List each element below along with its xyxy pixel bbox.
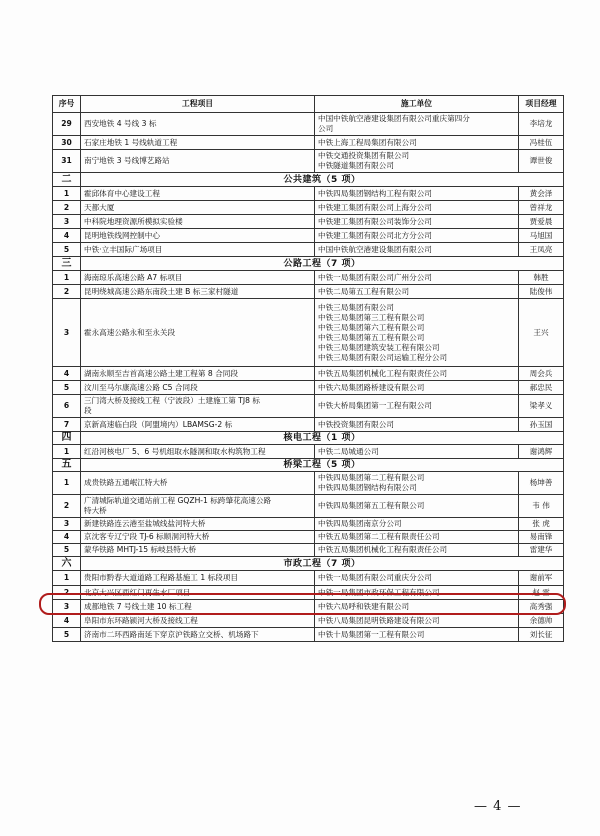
project-name: 天都大厦 xyxy=(81,201,315,215)
construction-unit-line: 中铁五局集团第二工程有限责任公司 xyxy=(318,532,440,541)
table-row xyxy=(53,201,564,215)
project-name: 京沈客专辽宁段 TJ-6 标顺洞河特大桥 xyxy=(81,531,315,544)
construction-unit-line: 中铁四局集团南京分公司 xyxy=(318,519,402,528)
construction-unit xyxy=(315,614,519,628)
construction-unit-line: 中铁二局第五工程有限公司 xyxy=(318,286,410,296)
table-row xyxy=(53,628,564,642)
row-number: 1 xyxy=(53,472,81,495)
project-table xyxy=(52,95,564,642)
project-name: 北京大兴区西红门再生水厂项目 xyxy=(81,586,315,600)
table-row xyxy=(53,518,564,531)
row-number: 6 xyxy=(53,395,81,418)
construction-unit-line: 中铁建工集团有限公司北方分公司 xyxy=(318,230,432,240)
project-name-line: 广清城际轨道交通站前工程 GQZH-1 标跨肇花高速公路 xyxy=(84,496,272,505)
project-manager: 曾祥龙 xyxy=(519,201,564,215)
project-name: 济南市二环西路南延下穿京沪铁路立交桥、机场路下 xyxy=(81,628,315,642)
construction-unit-line: 中铁四局集团钢结构有限公司 xyxy=(318,483,417,492)
section-title: 核电工程（1 项） xyxy=(81,432,564,445)
row-number: 2 xyxy=(53,201,81,215)
project-manager: 杨坤善 xyxy=(519,472,564,495)
project-manager: 谢鸿辉 xyxy=(519,445,564,459)
project-name: 中铁·立丰国际广场项目 xyxy=(81,243,315,257)
construction-unit-line: 中铁五局集团机械化工程有限责任公司 xyxy=(318,545,448,554)
construction-unit-line: 中铁八局集团昆明铁路建设有限公司 xyxy=(318,615,440,625)
construction-unit-line: 中铁一局集团市政环保工程有限公司 xyxy=(318,587,440,597)
construction-unit xyxy=(315,367,519,381)
section-number: 二 xyxy=(53,173,81,187)
construction-unit-line: 中铁十局集团第一工程有限公司 xyxy=(318,629,425,639)
construction-unit-line: 中铁四局集团钢结构工程有限公司 xyxy=(318,188,432,198)
construction-unit xyxy=(315,518,519,531)
table-row xyxy=(53,531,564,544)
project-manager: 黄会泽 xyxy=(519,187,564,201)
row-number: 2 xyxy=(53,586,81,600)
project-name: 汶川至马尔康高速公路 C5 合同段 xyxy=(81,381,315,395)
project-name: 红沿河核电厂 5、6 号机组取水隧洞和取水构筑物工程 xyxy=(81,445,315,459)
construction-unit-line: 中铁交通投资集团有限公司 xyxy=(318,151,410,160)
project-name: 石家庄地铁 1 号线轨道工程 xyxy=(81,136,315,150)
construction-unit-line: 中铁三局集团第五工程有限公司 xyxy=(318,332,425,342)
row-number: 3 xyxy=(53,299,81,367)
project-name: 昆明绕城高速公路东南段土建 B 标三家村隧道 xyxy=(81,285,315,299)
header-manager: 项目经理 xyxy=(519,96,564,113)
construction-unit-line: 中铁建工集团有限公司装饰分公司 xyxy=(318,216,432,226)
row-number: 5 xyxy=(53,243,81,257)
construction-unit-line: 中铁一局集团有限公司广州分公司 xyxy=(318,272,432,282)
row-number: 31 xyxy=(53,150,81,173)
section-title: 桥梁工程（5 项） xyxy=(81,459,564,472)
table-row xyxy=(53,381,564,395)
project-manager: 周会兵 xyxy=(519,367,564,381)
project-manager: 韩胜 xyxy=(519,271,564,285)
table-row xyxy=(53,215,564,229)
construction-unit-line: 中铁三局集团建筑安装工程有限公司 xyxy=(318,342,440,352)
row-number: 5 xyxy=(53,628,81,642)
project-name-line: 特大桥 xyxy=(84,506,107,515)
project-manager: 高秀强 xyxy=(519,600,564,614)
construction-unit xyxy=(315,215,519,229)
project-manager: 易南锋 xyxy=(519,531,564,544)
construction-unit xyxy=(315,418,519,432)
project-name: 中科院地理资源所模拟实验楼 xyxy=(81,215,315,229)
table-row xyxy=(53,113,564,136)
project-name: 新建铁路连云港至盐城线盐河特大桥 xyxy=(81,518,315,531)
project-name: 南宁地铁 3 号线博艺路站 xyxy=(81,150,315,173)
row-number: 30 xyxy=(53,136,81,150)
construction-unit xyxy=(315,285,519,299)
construction-unit xyxy=(315,472,519,495)
page-number: — 4 — xyxy=(474,799,522,814)
project-manager: 谭世俊 xyxy=(519,150,564,173)
table-row xyxy=(53,299,564,367)
construction-unit-line: 中国中铁航空港建设集团有限公司 xyxy=(318,244,432,254)
table-row xyxy=(53,614,564,628)
project-name: 成贵铁路五通岷江特大桥 xyxy=(81,472,315,495)
table-row xyxy=(53,395,564,418)
row-number: 4 xyxy=(53,531,81,544)
construction-unit-line: 中铁大桥局集团第一工程有限公司 xyxy=(318,401,432,410)
construction-unit xyxy=(315,445,519,459)
row-number: 2 xyxy=(53,285,81,299)
construction-unit-line: 中铁五局集团机械化工程有限责任公司 xyxy=(318,368,448,378)
project-name xyxy=(81,395,315,418)
project-name: 霍永高速公路永和至永关段 xyxy=(81,299,315,367)
table-row xyxy=(53,150,564,173)
project-manager: 谢前军 xyxy=(519,571,564,586)
row-number: 5 xyxy=(53,381,81,395)
construction-unit xyxy=(315,544,519,557)
table-row xyxy=(53,495,564,518)
section-number: 四 xyxy=(53,432,81,445)
construction-unit xyxy=(315,495,519,518)
row-number: 4 xyxy=(53,367,81,381)
project-name xyxy=(81,495,315,518)
project-manager: 马旭国 xyxy=(519,229,564,243)
construction-unit xyxy=(315,381,519,395)
construction-unit-line: 中铁二局城通公司 xyxy=(318,446,379,456)
project-name-line: 段 xyxy=(84,406,92,415)
construction-unit-line: 中铁隧道集团有限公司 xyxy=(318,161,394,170)
table-header-row xyxy=(53,96,564,113)
section-header-row xyxy=(53,257,564,271)
row-number: 1 xyxy=(53,571,81,586)
project-name: 贵阳市黔春大道道路工程路基施工 1 标段项目 xyxy=(81,571,315,586)
project-name-line: 三门湾大桥及接线工程（宁波段）土建施工第 TJ8 标 xyxy=(84,396,261,405)
project-manager: 韦 伟 xyxy=(519,495,564,518)
table-row xyxy=(53,418,564,432)
construction-unit-line: 中铁三局集团有限公司 xyxy=(318,302,394,312)
construction-unit-line: 中铁三局集团有限公司运输工程分公司 xyxy=(318,352,448,362)
project-manager: 贾爱晨 xyxy=(519,215,564,229)
project-manager: 郝忠民 xyxy=(519,381,564,395)
section-header-row xyxy=(53,459,564,472)
project-manager: 赵 雷 xyxy=(519,586,564,600)
construction-unit xyxy=(315,628,519,642)
construction-unit-line: 中铁六局呼和铁建有限公司 xyxy=(318,601,410,611)
row-number: 4 xyxy=(53,229,81,243)
section-header-row xyxy=(53,557,564,571)
construction-unit xyxy=(315,571,519,586)
construction-unit-line: 中铁三局集团第三工程有限公司 xyxy=(318,312,425,322)
construction-unit-line: 中铁三局集团第六工程有限公司 xyxy=(318,322,425,332)
construction-unit xyxy=(315,243,519,257)
construction-unit xyxy=(315,395,519,418)
table-row xyxy=(53,243,564,257)
section-number: 三 xyxy=(53,257,81,271)
construction-unit xyxy=(315,113,519,136)
table-row xyxy=(53,544,564,557)
row-number: 29 xyxy=(53,113,81,136)
construction-unit-line: 中铁上海工程局集团有限公司 xyxy=(318,137,417,147)
row-number: 4 xyxy=(53,614,81,628)
construction-unit-line: 中铁一局集团有限公司重庆分公司 xyxy=(318,573,432,582)
red-highlight-annotation xyxy=(39,593,566,615)
header-unit: 施工单位 xyxy=(315,96,519,113)
row-number: 3 xyxy=(53,518,81,531)
section-header-row xyxy=(53,432,564,445)
project-manager: 孙玉国 xyxy=(519,418,564,432)
construction-unit xyxy=(315,531,519,544)
construction-unit xyxy=(315,136,519,150)
section-header-row xyxy=(53,173,564,187)
construction-unit xyxy=(315,299,519,367)
project-name: 京新高速临白段（阿盟境内）LBAMSG-2 标 xyxy=(81,418,315,432)
project-manager: 梁孝义 xyxy=(519,395,564,418)
construction-unit-line: 中铁投资集团有限公司 xyxy=(318,419,394,429)
row-number: 5 xyxy=(53,544,81,557)
project-manager: 陆俊伟 xyxy=(519,285,564,299)
project-name: 海南琼乐高速公路 A7 标项目 xyxy=(81,271,315,285)
construction-unit xyxy=(315,150,519,173)
project-manager: 余德帅 xyxy=(519,614,564,628)
table-row xyxy=(53,367,564,381)
project-manager: 王兴 xyxy=(519,299,564,367)
table-row xyxy=(53,271,564,285)
table-row xyxy=(53,187,564,201)
project-manager: 刘长征 xyxy=(519,628,564,642)
project-manager: 张 虎 xyxy=(519,518,564,531)
construction-unit-line: 中铁建工集团有限公司上海分公司 xyxy=(318,202,432,212)
construction-unit-line: 中国中铁航空港建设集团有限公司重庆第四分 xyxy=(318,114,470,123)
row-number: 1 xyxy=(53,187,81,201)
construction-unit xyxy=(315,201,519,215)
table-row xyxy=(53,285,564,299)
row-number: 7 xyxy=(53,418,81,432)
section-title: 公共建筑（5 项） xyxy=(81,173,564,187)
row-number: 3 xyxy=(53,215,81,229)
project-name: 成都地铁 7 号线土建 10 标工程 xyxy=(81,600,315,614)
row-number: 3 xyxy=(53,600,81,614)
project-name: 霍邱体育中心建设工程 xyxy=(81,187,315,201)
row-number: 1 xyxy=(53,271,81,285)
project-manager: 雷建华 xyxy=(519,544,564,557)
construction-unit-line: 公司 xyxy=(318,124,334,133)
section-number: 六 xyxy=(53,557,81,571)
table-row xyxy=(53,571,564,586)
header-no: 序号 xyxy=(53,96,81,113)
project-manager: 冯桂伍 xyxy=(519,136,564,150)
construction-unit-line: 中铁四局集团第五工程有限公司 xyxy=(318,501,425,510)
section-title: 市政工程（7 项） xyxy=(81,557,564,571)
construction-unit xyxy=(315,229,519,243)
header-project: 工程项目 xyxy=(81,96,315,113)
row-number: 2 xyxy=(53,495,81,518)
table-row xyxy=(53,136,564,150)
table-row xyxy=(53,445,564,459)
construction-unit-line: 中铁六局集团路桥建设有限公司 xyxy=(318,382,425,392)
project-manager: 李培龙 xyxy=(519,113,564,136)
section-title: 公路工程（7 项） xyxy=(81,257,564,271)
table-row xyxy=(53,229,564,243)
project-name: 昆明地铁线网控制中心 xyxy=(81,229,315,243)
construction-unit-line: 中铁四局集团第二工程有限公司 xyxy=(318,473,425,482)
construction-unit xyxy=(315,271,519,285)
project-name: 湖南永顺至吉首高速公路土建工程第 8 合同段 xyxy=(81,367,315,381)
construction-unit xyxy=(315,187,519,201)
project-name: 西安地铁 4 号线 3 标 xyxy=(81,113,315,136)
row-number: 1 xyxy=(53,445,81,459)
project-manager: 王凤亮 xyxy=(519,243,564,257)
project-name: 阜阳市东环路颍河大桥及接线工程 xyxy=(81,614,315,628)
project-name: 蒙华铁路 MHTJ-15 标岐县特大桥 xyxy=(81,544,315,557)
table-row xyxy=(53,472,564,495)
section-number: 五 xyxy=(53,459,81,472)
